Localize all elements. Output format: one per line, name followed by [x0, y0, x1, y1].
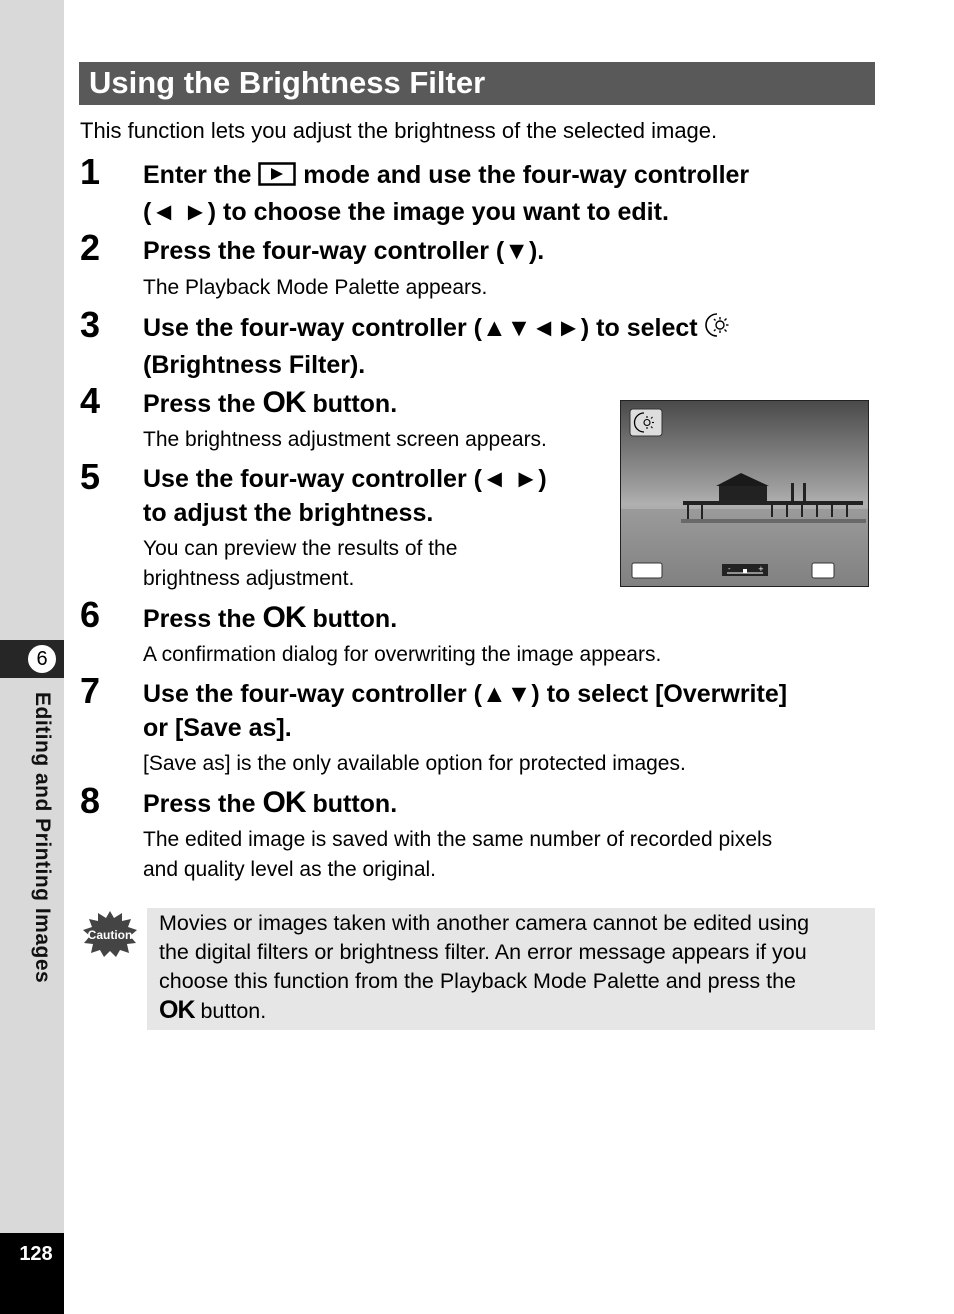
pier-photo [621, 401, 869, 587]
ok-button-glyph: OK [262, 601, 306, 634]
step-heading-text: Use the four-way controller (▲▼) to select [Overwrite] [143, 680, 788, 708]
step-note-text: You can preview the results of the [143, 537, 458, 560]
step-note: The Playback Mode Palette appears. [143, 276, 488, 299]
chapter-number: 6 [26, 643, 58, 675]
page-number: 128 [19, 1243, 53, 1265]
playback-icon [258, 161, 296, 195]
caution-line: the digital filters or brightness filter. An error message appears if you [159, 940, 807, 964]
step-heading-text: or [Save as]. [143, 714, 292, 742]
step-heading-text: Press the [143, 790, 263, 818]
step-heading [143, 311, 731, 382]
svg-text:+: + [758, 565, 764, 573]
step-heading-text: Enter the [143, 161, 259, 189]
step-number: 1 [80, 151, 101, 192]
step-note: The brightness adjustment screen appears. [143, 428, 547, 451]
step-number: 3 [80, 304, 101, 345]
caution-line: button. [194, 999, 267, 1023]
step-note-text: The edited image is saved with the same number of recorded pixels [143, 828, 773, 851]
step-number: 2 [80, 227, 101, 268]
step-heading-text: mode and use the four-way controller [296, 161, 750, 189]
step-heading [143, 677, 787, 745]
step-note: A confirmation dialog for overwriting the image appears. [143, 643, 662, 666]
step-number: 5 [80, 456, 101, 497]
brightness-filter-icon [705, 311, 731, 348]
ok-button-glyph: OK [262, 386, 306, 419]
step-heading [143, 786, 397, 821]
step-note [143, 534, 457, 594]
caution-text [159, 909, 871, 1026]
step-note-text: brightness adjustment. [143, 567, 355, 590]
step-heading-text: button. [305, 790, 398, 818]
caution-line: Movies or images taken with another camera cannot be edited using [159, 911, 810, 935]
step-number: 6 [80, 594, 101, 635]
step-number: 8 [80, 780, 101, 821]
intro-text: This function lets you adjust the brightness of the selected image. [80, 118, 718, 143]
step-heading-text: button. [305, 390, 398, 418]
step-number: 4 [80, 380, 101, 421]
step-heading [143, 158, 749, 229]
brightness-adjust-screen-preview [620, 400, 869, 587]
step-heading-text: (Brightness Filter). [143, 351, 366, 379]
ok-button-glyph: OK [159, 996, 195, 1024]
step-heading [143, 386, 397, 421]
chapter-title: Editing and Printing Images [31, 692, 54, 984]
step-heading-text: Press the [143, 605, 263, 633]
step-note: [Save as] is the only available option for protected images. [143, 752, 686, 775]
step-heading-text: Use the four-way controller (◄ ►) [143, 465, 547, 493]
step-heading-text: Press the [143, 390, 263, 418]
step-heading [143, 601, 397, 636]
step-heading [143, 462, 547, 530]
step-number: 7 [80, 670, 101, 711]
step-note-text: and quality level as the original. [143, 858, 437, 881]
step-heading: Press the four-way controller (▼). [143, 237, 545, 265]
ok-button-glyph: OK [262, 786, 306, 819]
step-heading-text: button. [305, 605, 398, 633]
caution-icon-label: Caution [87, 928, 133, 942]
step-note [143, 825, 772, 885]
step-heading-text: (◄ ►) to choose the image you want to edit. [143, 198, 669, 226]
step-heading-text: to adjust the brightness. [143, 499, 434, 527]
svg-text:-: - [728, 565, 731, 573]
step-heading-text: Use the four-way controller (▲▼◄►) to select [143, 314, 705, 342]
caution-line: choose this function from the Playback Mode Palette and press the [159, 969, 797, 993]
caution-icon [82, 910, 138, 958]
section-title: Using the Brightness Filter [89, 65, 486, 100]
